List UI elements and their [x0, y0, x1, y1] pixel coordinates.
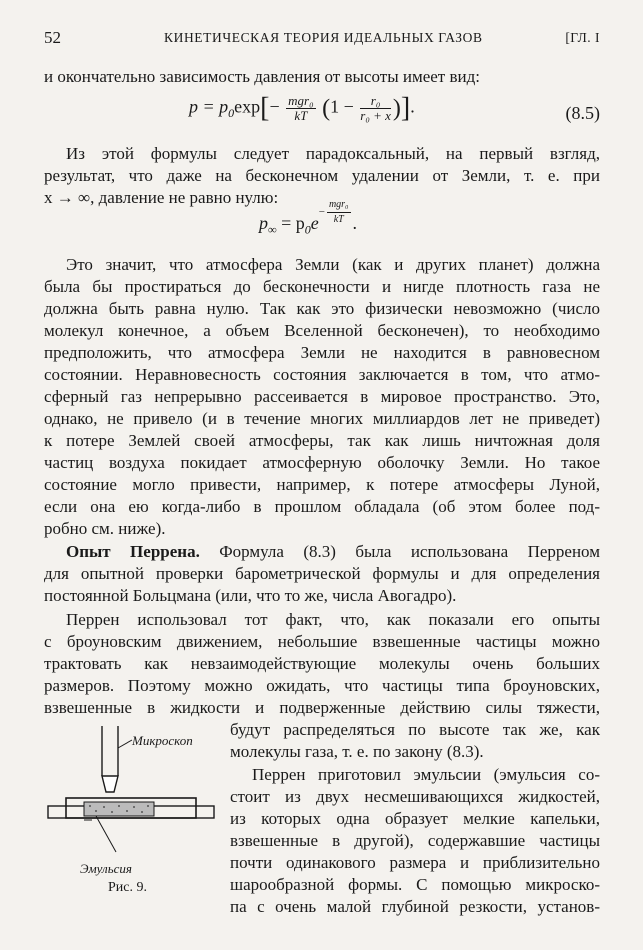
para1-line: x → ∞, давление не равно нулю:	[44, 188, 279, 207]
para1-line: Из этой формулы следует парадоксальный, на первый взгляд,	[66, 144, 600, 163]
para4-right-line: молекулы газа, т. е. по закону (8.3).	[230, 742, 484, 761]
eq85-fraction-2: $\frac{\text{r₀}}{\text{r₀ + x}}$	[360, 93, 391, 123]
page-header	[44, 28, 600, 52]
para5-right-line: Перрен приготовил эмульсии (эмульсия со-	[252, 765, 600, 784]
eq85-fraction-1: $\frac{\text{mgr₀}}{kT}$	[288, 93, 314, 123]
para2-line: к потере Землей своей атмосферы, так как лишь ничтожная доля	[44, 431, 600, 450]
para5-right-line: стоит из двух несмешивающихся жидкостей,	[230, 787, 600, 806]
figure-label-emulsion: Эмульсия	[80, 861, 132, 876]
para2-line: однако, не привело (и в течение многих миллиардов лет не приведет)	[44, 409, 600, 428]
para4-line: Перрен использовал тот факт, что, как показали его опыты	[66, 610, 600, 629]
para2-line: состояние могло привести, например, к потере атмосферы Луной,	[44, 475, 600, 494]
running-title: КИНЕТИЧЕСКАЯ ТЕОРИЯ ИДЕАЛЬНЫХ ГАЗОВ	[164, 30, 483, 45]
para3-line: постоянной Больцмана (или, что то же, числа Авогадро).	[44, 586, 457, 605]
para5-right-line: шарообразной формы. С помощью микроско-	[230, 875, 600, 894]
intro-line: и окончательно зависимость давления от высоты имеет вид:	[44, 67, 480, 86]
para3-line: для опытной проверки барометрической формулы и для определения	[44, 564, 600, 583]
para4-line: с броуновским движением, небольшие взвешенные частицы можно	[44, 632, 600, 651]
para4-line: размеров. Поэтому можно ожидать, что частицы типа броуновских,	[44, 676, 600, 695]
para2-line: Это значит, что атмосфера Земли (как и других планет) должна	[66, 255, 600, 274]
eq-inf-exponent: − mgr₀ kT	[318, 199, 349, 225]
figure-label-microscope: Микроскоп	[132, 733, 193, 748]
para4-line: трактовать как невзаимодействующие молекулы очень больших	[44, 654, 600, 673]
para2-line: сферный газ непрерывно рассеивается в мировое пространство. Это,	[44, 387, 600, 406]
para2-line: частиц воздуха покидает атмосферную оболочку Земли. Но такое	[44, 453, 600, 472]
para5-right-line: почти одинакового размера и приблизительно	[230, 853, 600, 872]
para2-line: предположить, что атмосфера Земли не находится в равновесном	[44, 343, 600, 362]
eq85-minus: −	[269, 96, 280, 117]
para5-right-line: взвешенные в другой), содержавшие частицы	[230, 831, 600, 850]
para1-line: результат, что даже на бесконечном удалении от Земли, т. е. при	[44, 166, 600, 185]
para2-line: робно см. ниже).	[44, 519, 166, 538]
eq85-lhs: p = p	[189, 96, 229, 117]
para2-line: молекул конечное, а объем Вселенной бесконечен), то необходимо	[44, 321, 600, 340]
figure-caption: Рис. 9.	[108, 880, 147, 895]
section-heading: Опыт Перрена.	[66, 542, 200, 561]
para2-line: была бы простираться до бесконечности и нигде плотность газа не	[44, 277, 600, 296]
eq85-exp: exp	[234, 96, 261, 117]
eq85-sub0: 0	[228, 106, 235, 121]
para2-line: состоянии. Неравновесность состояния заключается в том, что атмо-	[44, 365, 600, 384]
para2-line: должна быть равна нулю. Так как это физически невозможно (число	[44, 299, 600, 318]
page-number: 52	[44, 28, 61, 47]
para4-right-line: будут распределяться по высоте так же, как	[230, 720, 600, 739]
equation-p-infinity: $p_\infty = p_0e^{- \frac{\text{mgr₀}}{kT}}$ .	[259, 199, 358, 237]
eq85-one-minus: 1 −	[330, 96, 354, 117]
equation-8-5: $p = p_0\exp[-$ $\frac{\text{mgr₀}}{kT}$ (1 − $\frac{\text{r₀}}{\text{r₀ + x}}$ )].	[189, 92, 415, 124]
book-page	[44, 0, 600, 950]
equation-number: (8.5)	[565, 103, 600, 123]
para4-line: взвешенные в жидкости и подверженные действию силы тяжести,	[44, 698, 600, 717]
para3-first-line: Опыт Перрена. Формула (8.3) была использована Перреном	[66, 542, 600, 561]
para2-line: если она ею когда-либо в прошлом обладала (об этом более под-	[44, 497, 600, 516]
chapter-marker: [ГЛ. I	[565, 30, 600, 45]
para5-right-line: из которых одна образует мелкие капельки,	[230, 809, 600, 828]
para5-right-line: па с очень малой глубиной резкости, установ-	[230, 897, 600, 916]
